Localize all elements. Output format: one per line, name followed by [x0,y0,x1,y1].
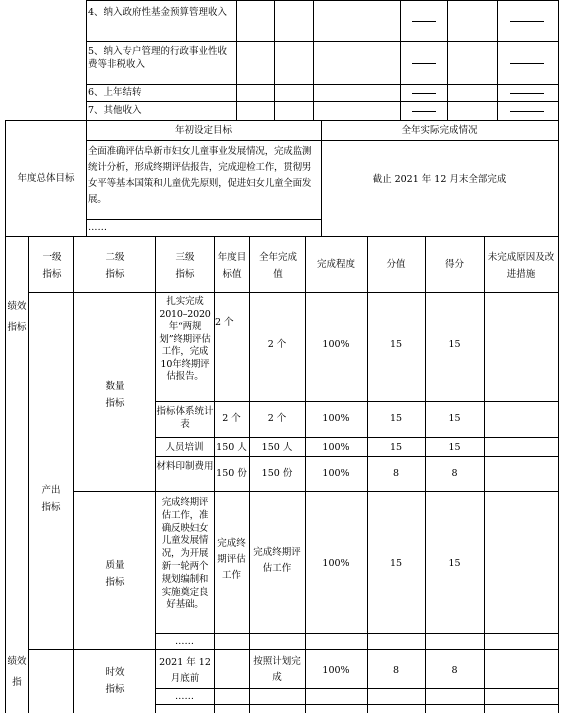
header-reason: 未完成原因及改进措施 [487,252,555,280]
row3-score: 15 [448,442,461,453]
goal-ellipsis: …… [88,222,107,233]
row2-completion: 100% [322,413,350,424]
row5-completion: 100% [322,558,350,569]
row7-actual: 按照计划完成 [253,656,301,683]
performance-indicator-label-continued: 绩效指 [7,656,27,688]
row5-target: 完成终期评估工作 [217,538,246,581]
row5-value: 15 [389,558,403,569]
income-row-4: 4、纳入政府性基金预算管理收入 [88,7,228,18]
row3-completion: 100% [322,442,350,453]
group-quantity: 数量指标 [105,381,125,409]
rule [484,236,485,713]
row8-ellipsis: …… [175,691,194,702]
row3-target: 150 人 [216,442,247,453]
rule [155,437,558,438]
rule [28,236,29,713]
group-quality: 质量指标 [105,560,125,588]
rule [558,0,559,713]
rule [86,140,558,141]
row2-level3: 指标体系统计表 [156,406,214,430]
row1-target: 2 个 [215,317,234,328]
income-row-5: 5、纳入专户管理的行政事业性收费等非税收入 [88,46,228,70]
dash-mark [510,93,544,94]
row7-score: 8 [451,665,458,676]
group-timeliness: 时效指标 [105,667,125,695]
row4-actual: 150 份 [261,468,293,479]
row7-level3: 2021 年 12 月底前 [159,657,211,684]
income-row-7: 7、其他收入 [88,105,142,116]
rule [236,0,237,120]
row7-completion: 100% [322,665,350,676]
rule [155,704,558,705]
dash-mark [510,111,544,112]
rule [155,456,558,457]
row3-level3: 人员培训 [165,442,204,453]
header-level2: 二级指标 [105,252,125,280]
row1-value: 15 [389,339,403,350]
actual-completion-header: 全年实际完成情况 [401,125,478,136]
row1-actual: 2 个 [267,339,287,350]
dash-mark [412,21,436,22]
dash-mark [412,63,436,64]
row3-actual: 150 人 [261,442,293,453]
row5-actual: 完成终期评估工作 [253,547,301,574]
initial-goal-text: 全面准确评估阜新市妇女儿童事业发展情况，完成监测统计分析，形成终期评估报告，完成迎检工作，贯彻男女平等基本国策和儿童优先原则，促进妇女儿童全面发展。 [88,146,312,205]
rule [5,120,6,713]
rule [28,292,558,293]
rule [274,0,275,120]
row5-level3: 完成终期评估工作，准确反映妇女儿童发展情况，为开展新一轮两个规划编制和实施奠定良好基础。 [161,497,209,611]
rule [400,0,401,120]
row4-value: 8 [392,468,400,479]
row2-actual: 2 个 [267,413,287,424]
dash-mark [412,111,436,112]
rule [73,491,558,492]
rule [86,41,558,42]
header-score: 得分 [444,259,464,270]
header-annual-actual: 全年完成值 [258,252,297,280]
row2-value: 15 [389,413,403,424]
row1-level3: 扎实完成2010–2020年“两规划”终期评估工作，完成10年终期评估报告。 [159,296,211,382]
dash-mark [510,21,544,22]
row4-completion: 100% [322,468,350,479]
annual-goal-label: 年度总体目标 [17,173,75,184]
row4-score: 8 [451,468,458,479]
row1-score: 15 [448,339,461,350]
income-row-6: 6、上年结转 [88,87,142,98]
header-score-value: 分值 [386,259,406,270]
header-annual-target: 年度目标值 [217,252,247,280]
rule [5,120,558,121]
performance-indicator-label: 绩效指标 [7,301,27,333]
dash-mark [510,63,544,64]
rule [86,219,321,220]
row7-value: 8 [392,665,400,676]
level1-output: 产出指标 [41,485,61,513]
rule [73,236,74,713]
header-completion: 完成程度 [316,259,355,270]
header-level3: 三级指标 [175,252,195,280]
row3-value: 15 [389,442,403,453]
row1-completion: 100% [322,339,350,350]
rule [86,101,558,102]
rule [447,0,448,120]
row5-score: 15 [448,558,461,569]
header-level1: 一级指标 [42,252,62,280]
dash-mark [412,93,436,94]
row2-score: 15 [448,413,461,424]
row6-ellipsis: …… [175,636,194,647]
initial-goal-header: 年初设定目标 [174,125,232,136]
rule [86,0,558,1]
row2-target: 2 个 [222,413,241,424]
rule [155,688,558,689]
rule [5,236,558,237]
rule [86,84,558,85]
rule [313,0,314,120]
rule [28,649,558,650]
rule [86,0,87,236]
rule [497,0,498,120]
rule [155,633,558,634]
actual-completion-text: 截止 2021 年 12 月末全部完成 [372,174,507,185]
rule [155,401,558,402]
row4-target: 150 份 [216,468,247,479]
row4-level3: 材料印制费用 [156,461,214,472]
